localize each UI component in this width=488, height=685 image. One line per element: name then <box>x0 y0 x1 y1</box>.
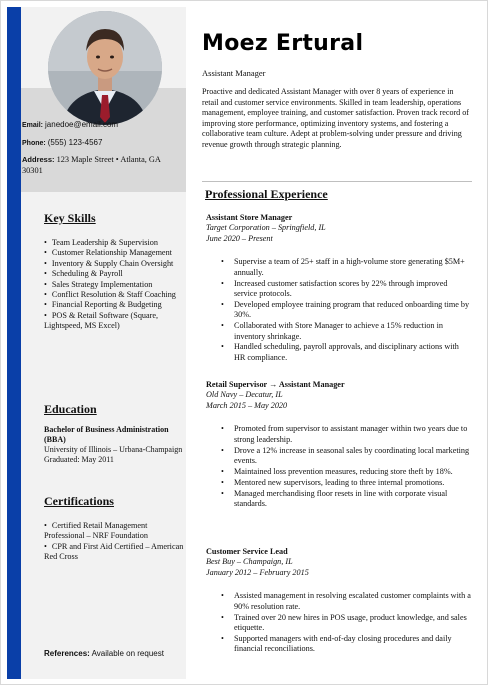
references <box>44 649 164 658</box>
skill-item: • Sales Strategy Implementation <box>44 280 184 290</box>
job-bullet: • Supported managers with end-of-day closing procedures and daily financial reconciliations. <box>234 634 472 655</box>
job-bullet: • Increased customer satisfaction scores by 22% through improved service protocols. <box>234 279 472 300</box>
job-role: Assistant Store Manager <box>206 213 293 222</box>
certifications-list <box>44 521 184 563</box>
job-bullets <box>206 424 472 509</box>
skills-heading: Key Skills <box>44 211 96 225</box>
graduation-date: Graduated: May 2011 <box>44 455 114 464</box>
certification-item: • Certified Retail Management Professional – NRF Foundation <box>44 521 184 542</box>
job-role: Customer Service Lead <box>206 547 288 556</box>
degree: Bachelor of Business Administration (BBA) <box>44 425 169 444</box>
skill-item: • Team Leadership & Supervision <box>44 238 184 248</box>
professional-summary: Proactive and dedicated Assistant Manager with over 8 years of experience in retail and customer service environments. Skilled in team leadership, operations management, employee training, and customer satisfaction. Proven track record of improving store performance, optimizing inventory systems, and fostering a collaborative team culture. Adept at problem-solving under pressure and driving revenue growth through strategic planning. <box>202 87 469 149</box>
job-company: Old Navy – Decatur, IL <box>206 390 283 400</box>
address-label: Address: <box>22 155 55 164</box>
contact-email <box>22 119 182 131</box>
email-value[interactable]: janedoe@email.com <box>45 120 119 129</box>
job-role: Retail Supervisor → Assistant Manager <box>206 380 345 389</box>
job-dates: March 2015 – May 2020 <box>206 400 288 410</box>
skill-item: • Inventory & Supply Chain Oversight <box>44 259 184 269</box>
contact-phone <box>22 137 182 149</box>
address-value: 123 Maple Street • Atlanta, GA 30301 <box>22 155 161 175</box>
phone-value: (555) 123-4567 <box>47 138 103 147</box>
certifications-heading: Certifications <box>44 494 114 508</box>
skill-item: • Conflict Resolution & Staff Coaching <box>44 290 184 300</box>
candidate-title: Assistant Manager <box>202 68 266 78</box>
job-bullets <box>206 591 472 654</box>
profile-photo <box>48 11 162 125</box>
school: University of Illinois – Urbana-Champaign <box>44 445 183 454</box>
job-entry <box>206 547 472 655</box>
email-label: Email: <box>22 122 44 129</box>
education-heading: Education <box>44 402 97 416</box>
references-value: Available on request <box>91 649 164 658</box>
accent-bar <box>7 7 21 679</box>
job-bullet: • Assisted management in resolving escalated customer complaints with a 90% resolution rate. <box>234 591 472 612</box>
job-dates: June 2020 – Present <box>206 233 273 243</box>
job-entry <box>206 380 472 510</box>
job-entry <box>206 213 472 364</box>
divider <box>202 181 472 182</box>
job-bullet: • Managed merchandising floor resets in line with corporate visual standards. <box>234 489 472 510</box>
skill-item: • POS & Retail Software (Square, Lightspeed, MS Excel) <box>44 311 184 332</box>
skill-item: • Financial Reporting & Budgeting <box>44 300 184 310</box>
contact-address <box>22 154 182 176</box>
certification-item: • CPR and First Aid Certified – American Red Cross <box>44 542 184 563</box>
skill-item: • Customer Relationship Management <box>44 248 184 258</box>
job-company: Target Corporation – Springfield, IL <box>206 223 326 233</box>
job-bullet: • Mentored new supervisors, leading to three internal promotions. <box>234 478 472 488</box>
job-bullet: • Promoted from supervisor to assistant manager within two years due to strong leadership. <box>234 424 472 445</box>
job-dates: January 2012 – February 2015 <box>206 567 309 577</box>
experience-heading: Professional Experience <box>205 187 328 201</box>
job-bullet: • Maintained loss prevention measures, reducing store theft by 18%. <box>234 467 472 477</box>
job-bullet: • Handled scheduling, payroll approvals, and disciplinary actions with HR compliance. <box>234 342 472 363</box>
candidate-name: Moez Ertural <box>202 31 364 56</box>
job-bullet: • Supervise a team of 25+ staff in a high-volume store generating $5M+ annually. <box>234 257 472 278</box>
job-bullet: • Developed employee training program that reduced onboarding time by 30%. <box>234 300 472 321</box>
skills-list <box>44 238 184 332</box>
job-bullet: • Trained over 20 new hires in POS usage, product knowledge, and sales etiquette. <box>234 613 472 634</box>
phone-label: Phone: <box>22 140 46 147</box>
job-bullets <box>206 257 472 363</box>
job-bullet: • Collaborated with Store Manager to achieve a 15% reduction in inventory shrinkage. <box>234 321 472 342</box>
job-company: Best Buy – Champaign, IL <box>206 557 293 567</box>
skill-item: • Scheduling & Payroll <box>44 269 184 279</box>
references-label: References: <box>44 649 90 658</box>
education-entry <box>44 425 184 465</box>
job-bullet: • Drove a 12% increase in seasonal sales by coordinating local marketing events. <box>234 446 472 467</box>
